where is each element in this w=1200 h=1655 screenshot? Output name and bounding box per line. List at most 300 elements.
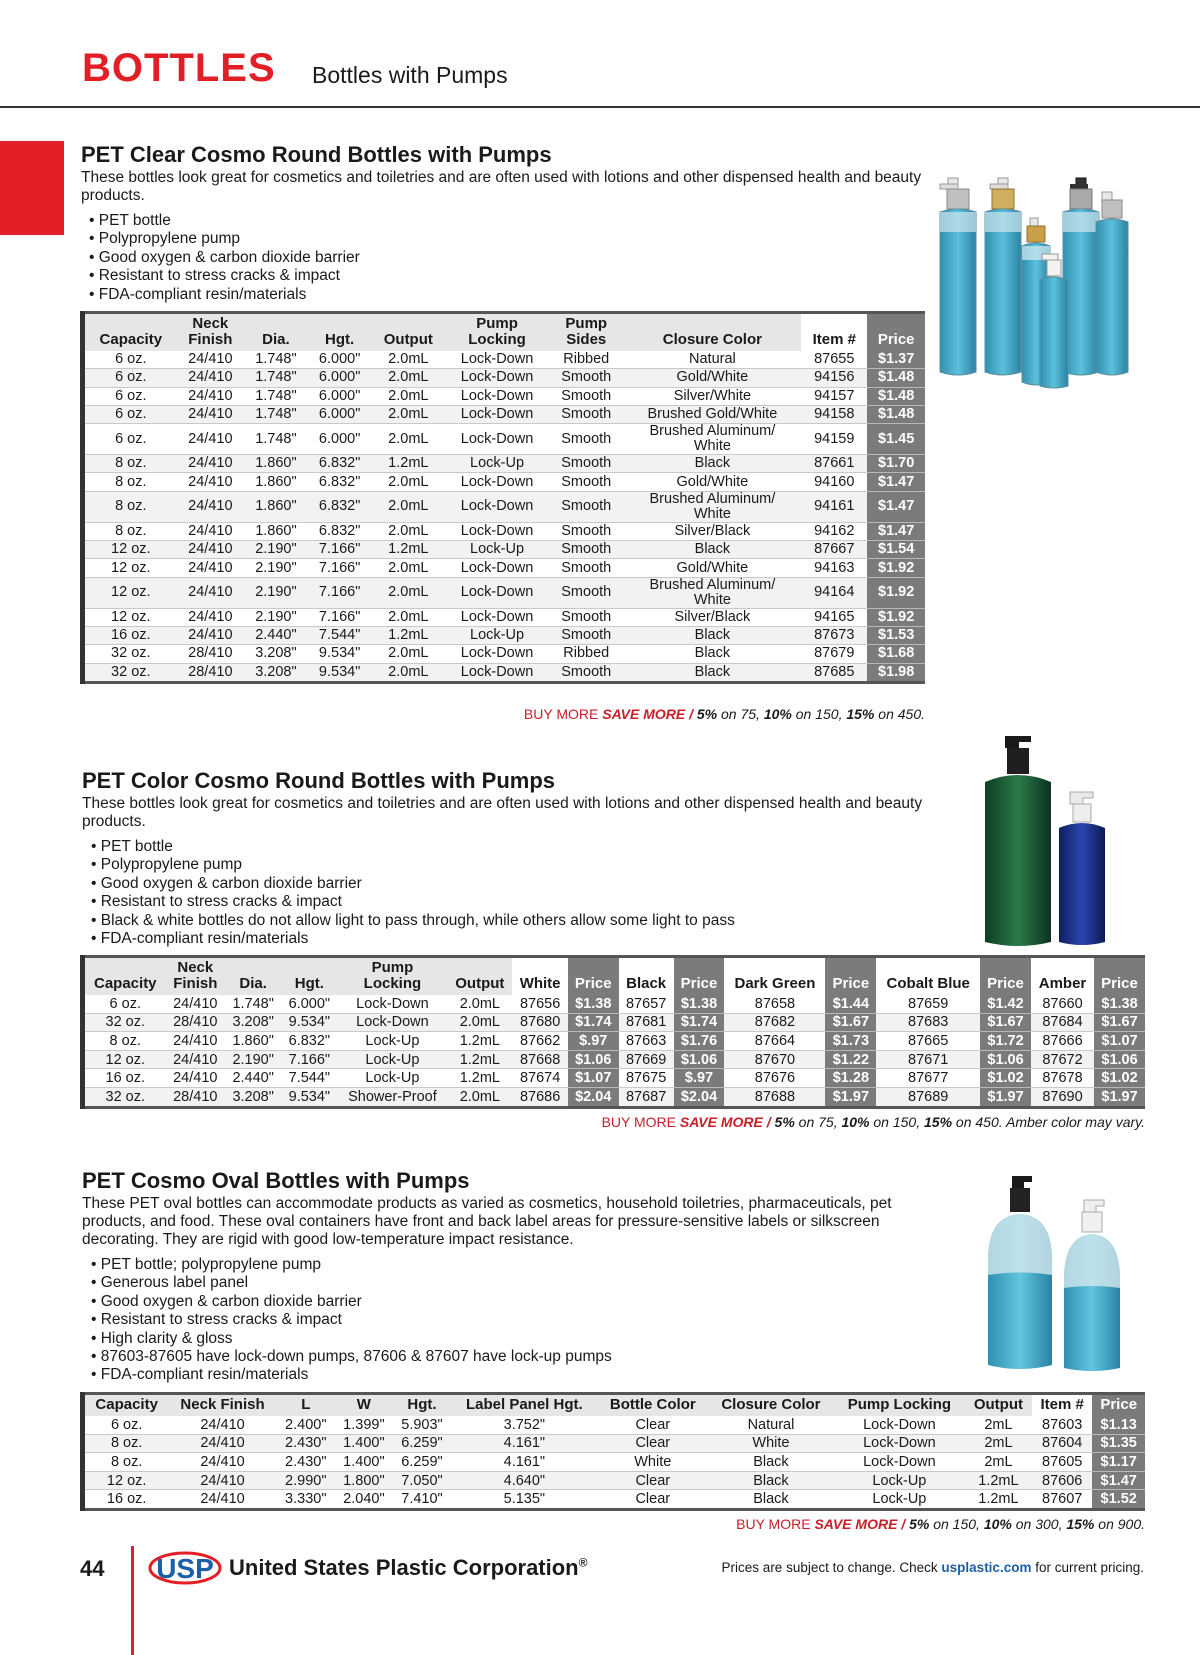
table-cell: 87677 bbox=[876, 1069, 980, 1088]
table-cell: 2.0mL bbox=[371, 351, 445, 369]
price-cell: $1.74 bbox=[674, 1013, 725, 1032]
disclaimer-text: Prices are subject to change. Check bbox=[721, 1560, 942, 1575]
table-cell: 87670 bbox=[724, 1050, 825, 1069]
table-cell: 24/410 bbox=[177, 351, 244, 369]
table-cell: 1.2mL bbox=[965, 1490, 1032, 1510]
section-brand-heading: BOTTLES bbox=[82, 46, 276, 90]
price-cell: $1.06 bbox=[568, 1050, 619, 1069]
col-w: W bbox=[335, 1394, 393, 1417]
table-cell: 94162 bbox=[801, 522, 867, 540]
price-cell: $1.47 bbox=[867, 473, 925, 491]
table-row bbox=[83, 645, 926, 663]
table-row bbox=[83, 663, 926, 682]
list-item: • Resistant to stress cracks & impact bbox=[89, 267, 360, 285]
table-cell: 5.903" bbox=[393, 1416, 451, 1434]
table-cell: 2.0mL bbox=[371, 473, 445, 491]
table-row bbox=[83, 559, 926, 577]
table-cell: 28/410 bbox=[177, 663, 244, 682]
price-cell: $1.48 bbox=[867, 369, 925, 387]
table-cell: 94161 bbox=[801, 491, 867, 522]
table-cell: Lock-Down bbox=[834, 1453, 965, 1472]
col-price: Price bbox=[825, 957, 876, 996]
table-cell: 6.259" bbox=[393, 1434, 451, 1453]
table-cell: 32 oz. bbox=[83, 663, 177, 682]
price-cell: $1.73 bbox=[825, 1032, 876, 1051]
table-cell: 1.748" bbox=[244, 424, 308, 455]
col-finish-label: Finish bbox=[188, 331, 233, 348]
table-cell: 94156 bbox=[801, 369, 867, 387]
table-cell: Black bbox=[708, 1471, 834, 1490]
col-capacity: Capacity bbox=[83, 313, 177, 352]
section2-description: These bottles look great for cosmetics and toiletries and are often used with lotions and other dispensed health and beauty products. bbox=[82, 795, 923, 830]
discount-1-qty: on 75, bbox=[717, 706, 764, 722]
col-sides-label: Sides bbox=[566, 331, 607, 348]
price-cell: $1.76 bbox=[674, 1032, 725, 1051]
table-cell: Gold/White bbox=[624, 473, 802, 491]
table-row bbox=[83, 626, 926, 644]
table-cell: Smooth bbox=[549, 387, 624, 405]
table-cell: 87671 bbox=[876, 1050, 980, 1069]
table-cell: 2.0mL bbox=[371, 405, 445, 423]
table-cell: Lock-Down bbox=[445, 663, 549, 682]
table-cell: 87678 bbox=[1031, 1069, 1094, 1088]
table-cell: 24/410 bbox=[177, 455, 244, 473]
table-cell: 87607 bbox=[1032, 1490, 1092, 1510]
price-cell: $1.97 bbox=[1094, 1087, 1145, 1107]
section1-description: These bottles look great for cosmetics and toiletries and are often used with lotions and other dispensed health and beauty products. bbox=[81, 169, 922, 204]
discount-2: 10% bbox=[983, 1516, 1012, 1532]
table-cell: 2.190" bbox=[244, 608, 308, 626]
table-cell: Lock-Down bbox=[445, 522, 549, 540]
color-round-bottles-image bbox=[975, 732, 1125, 952]
table-cell: 87661 bbox=[801, 455, 867, 473]
table-cell: 87682 bbox=[724, 1013, 825, 1032]
table-cell: Silver/White bbox=[624, 387, 802, 405]
table-cell: 3.752" bbox=[451, 1416, 598, 1434]
table-cell: 87679 bbox=[801, 645, 867, 663]
col-pump-locking bbox=[445, 313, 549, 352]
table-cell: Lock-Up bbox=[337, 1032, 447, 1051]
col-neck-label: Neck bbox=[192, 315, 229, 332]
price-cell: $1.07 bbox=[1094, 1032, 1145, 1051]
table-cell: Black bbox=[624, 663, 802, 682]
closure-line: White bbox=[693, 438, 731, 455]
price-cell: $1.06 bbox=[980, 1050, 1031, 1069]
section3-title: PET Cosmo Oval Bottles with Pumps bbox=[82, 1168, 470, 1193]
table-cell: 87681 bbox=[619, 1013, 674, 1032]
table-cell: White bbox=[708, 1434, 834, 1453]
table-cell: 87663 bbox=[619, 1032, 674, 1051]
price-cell: $1.67 bbox=[825, 1013, 876, 1032]
table-cell: 2.0mL bbox=[371, 491, 445, 522]
price-cell: $1.47 bbox=[867, 491, 925, 522]
col-price: Price bbox=[867, 313, 925, 352]
table-cell: Smooth bbox=[549, 663, 624, 682]
table-cell: Lock-Up bbox=[337, 1050, 447, 1069]
table-cell: 16 oz. bbox=[83, 1069, 166, 1088]
section3-bullets bbox=[91, 1256, 612, 1385]
table-cell: 2mL bbox=[965, 1434, 1032, 1453]
price-cell: $1.42 bbox=[980, 995, 1031, 1013]
oval-bottles-image bbox=[980, 1170, 1140, 1375]
table-cell: 24/410 bbox=[177, 473, 244, 491]
table-cell: 87665 bbox=[876, 1032, 980, 1051]
list-item: • PET bottle bbox=[91, 838, 735, 856]
table-cell: 8 oz. bbox=[83, 522, 177, 540]
table-cell: 87676 bbox=[724, 1069, 825, 1088]
table-row bbox=[83, 541, 926, 559]
col-output: Output bbox=[965, 1394, 1032, 1417]
table-cell: Gold/White bbox=[624, 369, 802, 387]
table-cell: Smooth bbox=[549, 473, 624, 491]
company-name-text: United States Plastic Corporation bbox=[229, 1555, 579, 1580]
price-cell: $1.38 bbox=[1094, 995, 1145, 1013]
table-cell: 87606 bbox=[1032, 1471, 1092, 1490]
list-item: • Good oxygen & carbon dioxide barrier bbox=[91, 1293, 612, 1311]
table-cell: 87690 bbox=[1031, 1087, 1094, 1107]
col-hgt: Hgt. bbox=[281, 957, 337, 996]
table-cell: 24/410 bbox=[168, 1490, 276, 1510]
table-cell: Smooth bbox=[549, 559, 624, 577]
price-cell: $.97 bbox=[568, 1032, 619, 1051]
table-cell: Lock-Down bbox=[445, 559, 549, 577]
col-label-panel-hgt: Label Panel Hgt. bbox=[451, 1394, 598, 1417]
table-cell: 32 oz. bbox=[83, 1013, 166, 1032]
price-cell: $1.92 bbox=[867, 608, 925, 626]
list-item: • FDA-compliant resin/materials bbox=[89, 286, 360, 304]
table-cell: 32 oz. bbox=[83, 645, 177, 663]
table-row bbox=[83, 1069, 1146, 1088]
table-cell: 12 oz. bbox=[83, 559, 177, 577]
list-item: • Black & white bottles do not allow light to pass through, while others allow some light to pass bbox=[91, 912, 735, 930]
col-dark-green: Dark Green bbox=[724, 957, 825, 996]
table-cell: 7.410" bbox=[393, 1490, 451, 1510]
table-cell: 94159 bbox=[801, 424, 867, 455]
price-cell: $1.13 bbox=[1092, 1416, 1145, 1434]
table-cell: Smooth bbox=[549, 369, 624, 387]
section2-table-body bbox=[83, 995, 1146, 1107]
table-cell: 1.860" bbox=[244, 491, 308, 522]
section2-bullets bbox=[91, 838, 735, 948]
table-cell: 6 oz. bbox=[83, 424, 177, 455]
registered-mark: ® bbox=[578, 1555, 588, 1570]
table-cell: Smooth bbox=[549, 405, 624, 423]
col-pump-label: Pump bbox=[371, 959, 414, 976]
table-cell: 28/410 bbox=[166, 1087, 226, 1107]
col-locking-label: Locking bbox=[363, 975, 422, 992]
table-cell: 16 oz. bbox=[83, 626, 177, 644]
col-cobalt-blue: Cobalt Blue bbox=[876, 957, 980, 996]
table-cell: Silver/Black bbox=[624, 522, 802, 540]
section2-discount-note bbox=[445, 1114, 1145, 1130]
price-cell: $1.67 bbox=[980, 1013, 1031, 1032]
table-cell: 1.748" bbox=[244, 387, 308, 405]
table-cell: 8 oz. bbox=[83, 473, 177, 491]
closure-line: Brushed Aluminum/ bbox=[649, 576, 776, 593]
table-cell: 87672 bbox=[1031, 1050, 1094, 1069]
table-cell: 6.000" bbox=[308, 424, 372, 455]
table-cell: 2.0mL bbox=[447, 995, 512, 1013]
col-hgt: Hgt. bbox=[393, 1394, 451, 1417]
table-cell: 2.190" bbox=[244, 577, 308, 608]
save-more-text: SAVE MORE bbox=[814, 1516, 898, 1532]
price-cell: $1.68 bbox=[867, 645, 925, 663]
table-cell: 24/410 bbox=[168, 1416, 276, 1434]
col-item: Item # bbox=[801, 313, 867, 352]
table-cell: 94165 bbox=[801, 608, 867, 626]
table-cell: 6.000" bbox=[281, 995, 337, 1013]
price-cell: $1.02 bbox=[1094, 1069, 1145, 1088]
table-cell: 94157 bbox=[801, 387, 867, 405]
table-cell: 9.534" bbox=[308, 645, 372, 663]
list-item: • FDA-compliant resin/materials bbox=[91, 1366, 612, 1384]
table-cell: 1.2mL bbox=[447, 1032, 512, 1051]
table-cell: Clear bbox=[598, 1471, 708, 1490]
table-cell: 24/410 bbox=[177, 387, 244, 405]
slash: / bbox=[762, 1114, 775, 1130]
table-cell: 2.0mL bbox=[371, 369, 445, 387]
table-cell: Ribbed bbox=[549, 351, 624, 369]
table-cell: 3.330" bbox=[277, 1490, 335, 1510]
table-cell: 87658 bbox=[724, 995, 825, 1013]
table-cell: 8 oz. bbox=[83, 1453, 169, 1472]
table-cell: Smooth bbox=[549, 424, 624, 455]
table-cell: Ribbed bbox=[549, 645, 624, 663]
discount-3-qty: on 900. bbox=[1094, 1516, 1145, 1532]
table-cell: 3.208" bbox=[225, 1087, 281, 1107]
table-cell: 8 oz. bbox=[83, 455, 177, 473]
table-cell: 2.0mL bbox=[371, 387, 445, 405]
table-cell: Lock-Down bbox=[834, 1434, 965, 1453]
table-cell: 24/410 bbox=[177, 424, 244, 455]
table-row bbox=[83, 491, 926, 522]
table-cell: Lock-Down bbox=[337, 1013, 447, 1032]
table-cell: 2mL bbox=[965, 1416, 1032, 1434]
table-cell: Lock-Up bbox=[445, 626, 549, 644]
table-cell: 1.748" bbox=[244, 351, 308, 369]
closure-line: Brushed Aluminum/ bbox=[649, 490, 776, 507]
price-cell: $1.28 bbox=[825, 1069, 876, 1088]
table-cell: 1.860" bbox=[244, 522, 308, 540]
table-cell: Lock-Down bbox=[445, 405, 549, 423]
table-cell: 87688 bbox=[724, 1087, 825, 1107]
section1-price-table bbox=[80, 311, 925, 684]
section1-title: PET Clear Cosmo Round Bottles with Pumps bbox=[81, 142, 552, 167]
buy-more-text: BUY MORE bbox=[601, 1114, 680, 1130]
col-pump-label: Pump bbox=[565, 315, 608, 332]
table-cell: 12 oz. bbox=[83, 541, 177, 559]
table-cell: 2.440" bbox=[225, 1069, 281, 1088]
table-cell: Black bbox=[624, 541, 802, 559]
table-cell: 24/410 bbox=[177, 541, 244, 559]
table-cell: 1.400" bbox=[335, 1434, 393, 1453]
discount-3: 15% bbox=[924, 1114, 953, 1130]
table-cell: Black bbox=[624, 626, 802, 644]
website-link[interactable]: usplastic.com bbox=[941, 1560, 1032, 1575]
table-cell: Shower-Proof bbox=[337, 1087, 447, 1107]
col-capacity: Capacity bbox=[83, 1394, 169, 1417]
table-cell: 6 oz. bbox=[83, 1416, 169, 1434]
price-cell: $1.45 bbox=[867, 424, 925, 455]
table-cell: 2.0mL bbox=[371, 645, 445, 663]
col-pump-sides bbox=[549, 313, 624, 352]
table-cell: 6.832" bbox=[308, 455, 372, 473]
table-cell bbox=[624, 424, 802, 455]
table-cell: Natural bbox=[708, 1416, 834, 1434]
table-cell: 6 oz. bbox=[83, 405, 177, 423]
table-row bbox=[83, 369, 926, 387]
company-name bbox=[229, 1555, 587, 1581]
col-price: Price bbox=[1092, 1394, 1145, 1417]
table-cell: Lock-Up bbox=[834, 1490, 965, 1510]
price-cell: $1.67 bbox=[1094, 1013, 1145, 1032]
list-item: • PET bottle; polypropylene pump bbox=[91, 1256, 612, 1274]
discount-1-qty: on 75, bbox=[794, 1114, 842, 1130]
list-item: • Polypropylene pump bbox=[91, 856, 735, 874]
price-cell: $1.38 bbox=[674, 995, 725, 1013]
table-cell: 28/410 bbox=[166, 1013, 226, 1032]
table-row bbox=[83, 1453, 1146, 1472]
table-cell: 7.544" bbox=[308, 626, 372, 644]
table-cell: 24/410 bbox=[177, 577, 244, 608]
table-row bbox=[83, 1434, 1146, 1453]
table-cell: 24/410 bbox=[166, 1069, 226, 1088]
table-cell: 87667 bbox=[801, 541, 867, 559]
price-cell: $1.06 bbox=[1094, 1050, 1145, 1069]
table-cell: 2.0mL bbox=[371, 424, 445, 455]
table-cell: 3.208" bbox=[244, 645, 308, 663]
table-row bbox=[83, 1490, 1146, 1510]
table-cell: 2.430" bbox=[277, 1453, 335, 1472]
table-cell: 8 oz. bbox=[83, 1434, 169, 1453]
table-cell: 24/410 bbox=[177, 369, 244, 387]
table-cell: 1.2mL bbox=[371, 626, 445, 644]
price-cell: $1.07 bbox=[568, 1069, 619, 1088]
list-item: • High clarity & gloss bbox=[91, 1330, 612, 1348]
col-locking-label: Locking bbox=[468, 331, 526, 348]
section1-table-body bbox=[83, 351, 926, 682]
page-number: 44 bbox=[80, 1556, 105, 1581]
discount-2-qty: on 150, bbox=[791, 706, 847, 722]
list-item: • 87603-87605 have lock-down pumps, 87606 & 87607 have lock-up pumps bbox=[91, 1348, 612, 1366]
discount-2-qty: on 150, bbox=[869, 1114, 924, 1130]
table-cell: 87674 bbox=[512, 1069, 568, 1088]
table-cell: Lock-Up bbox=[445, 455, 549, 473]
price-cell: $1.74 bbox=[568, 1013, 619, 1032]
price-cell: $1.72 bbox=[980, 1032, 1031, 1051]
price-cell: $1.54 bbox=[867, 541, 925, 559]
col-white: White bbox=[512, 957, 568, 996]
usp-logo bbox=[148, 1550, 222, 1586]
col-price: Price bbox=[1094, 957, 1145, 996]
table-cell: 87666 bbox=[1031, 1032, 1094, 1051]
col-pump-locking: Pump Locking bbox=[834, 1394, 965, 1417]
discount-1: 5% bbox=[774, 1114, 795, 1130]
table-cell: 7.166" bbox=[281, 1050, 337, 1069]
table-row bbox=[83, 424, 926, 455]
table-cell: 4.161" bbox=[451, 1434, 598, 1453]
col-price: Price bbox=[980, 957, 1031, 996]
price-cell: $1.47 bbox=[1092, 1471, 1145, 1490]
table-cell: 87680 bbox=[512, 1013, 568, 1032]
table-cell: 1.748" bbox=[244, 405, 308, 423]
table-cell: 7.166" bbox=[308, 577, 372, 608]
discount-1: 5% bbox=[696, 706, 718, 722]
list-item: • FDA-compliant resin/materials bbox=[91, 930, 735, 948]
table-cell: 6 oz. bbox=[83, 369, 177, 387]
table-cell: 12 oz. bbox=[83, 1471, 169, 1490]
price-cell: $1.37 bbox=[867, 351, 925, 369]
table-row bbox=[83, 405, 926, 423]
price-cell: $1.47 bbox=[867, 522, 925, 540]
table-cell: 2.040" bbox=[335, 1490, 393, 1510]
table-cell: 4.161" bbox=[451, 1453, 598, 1472]
table-cell: 2.440" bbox=[244, 626, 308, 644]
table-cell: 1.860" bbox=[225, 1032, 281, 1051]
table-cell: 2.0mL bbox=[371, 522, 445, 540]
table-cell: 2.190" bbox=[244, 559, 308, 577]
table-cell: 24/410 bbox=[168, 1471, 276, 1490]
table-cell: 94163 bbox=[801, 559, 867, 577]
table-cell: Smooth bbox=[549, 455, 624, 473]
table-row bbox=[83, 522, 926, 540]
table-cell: 24/410 bbox=[177, 491, 244, 522]
table-cell: Lock-Down bbox=[445, 387, 549, 405]
table-cell: 1.2mL bbox=[371, 455, 445, 473]
table-cell: 94164 bbox=[801, 577, 867, 608]
table-row bbox=[83, 577, 926, 608]
buy-more-text: BUY MORE bbox=[523, 706, 603, 722]
table-row bbox=[83, 387, 926, 405]
table-cell: Natural bbox=[624, 351, 802, 369]
table-cell: 1.860" bbox=[244, 455, 308, 473]
save-more-text: SAVE MORE bbox=[602, 706, 686, 722]
table-cell: Lock-Down bbox=[834, 1416, 965, 1434]
table-cell: Clear bbox=[598, 1434, 708, 1453]
slash: / bbox=[685, 706, 697, 722]
table-cell: 24/410 bbox=[168, 1453, 276, 1472]
price-cell: $2.04 bbox=[568, 1087, 619, 1107]
price-cell: $1.98 bbox=[867, 663, 925, 682]
table-row bbox=[83, 1471, 1146, 1490]
table-cell: 87683 bbox=[876, 1013, 980, 1032]
table-cell: 7.166" bbox=[308, 559, 372, 577]
col-capacity: Capacity bbox=[83, 957, 166, 996]
section-subheading: Bottles with Pumps bbox=[312, 62, 508, 88]
list-item: • Polypropylene pump bbox=[89, 230, 360, 248]
table-row bbox=[83, 1013, 1146, 1032]
table-cell: Smooth bbox=[549, 491, 624, 522]
col-neck-finish: Neck Finish bbox=[168, 1394, 276, 1417]
table-cell: 87664 bbox=[724, 1032, 825, 1051]
table-cell: 8 oz. bbox=[83, 491, 177, 522]
table-cell: 87673 bbox=[801, 626, 867, 644]
table-cell: 87662 bbox=[512, 1032, 568, 1051]
table-cell: 5.135" bbox=[451, 1490, 598, 1510]
table-cell: 28/410 bbox=[177, 645, 244, 663]
section3-table-body bbox=[83, 1416, 1146, 1509]
table-cell: 1.2mL bbox=[447, 1050, 512, 1069]
col-closure-color: Closure Color bbox=[708, 1394, 834, 1417]
table-cell: 87659 bbox=[876, 995, 980, 1013]
section2-price-table bbox=[80, 955, 1145, 1109]
table-cell: 6 oz. bbox=[83, 351, 177, 369]
table-cell: 24/410 bbox=[166, 1050, 226, 1069]
table-cell: 24/410 bbox=[177, 522, 244, 540]
slash: / bbox=[897, 1516, 910, 1532]
section1-discount-note bbox=[380, 706, 925, 722]
table-cell: 87685 bbox=[801, 663, 867, 682]
